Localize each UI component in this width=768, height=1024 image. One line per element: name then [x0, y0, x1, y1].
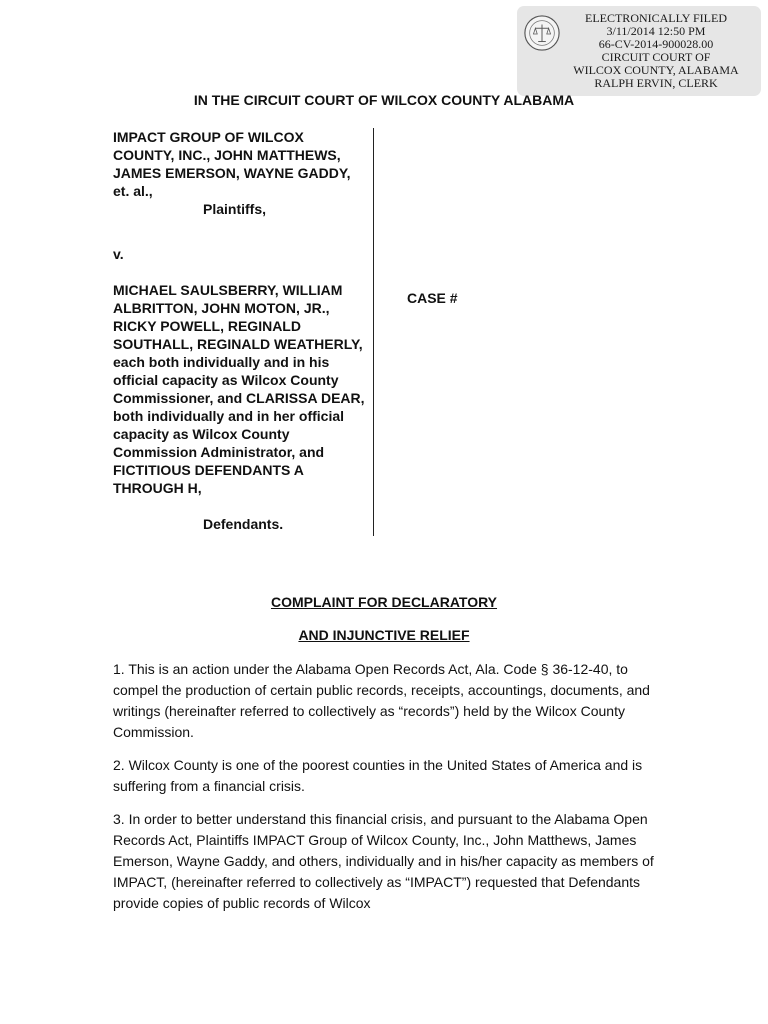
document-title-line2: AND INJUNCTIVE RELIEF	[298, 627, 470, 643]
stamp-text	[551, 12, 761, 90]
caption-divider	[373, 128, 374, 536]
stamp-line: WILCOX COUNTY, ALABAMA	[573, 63, 739, 77]
stamp-line: ELECTRONICALLY FILED	[584, 11, 727, 25]
defendants-label: Defendants.	[203, 516, 284, 532]
stamp-line: 3/11/2014 12:50 PM	[606, 24, 706, 38]
stamp-line: 66-CV-2014-900028.00	[598, 37, 714, 51]
plaintiffs-label: Plaintiffs,	[203, 201, 267, 217]
case-number-label: CASE #	[407, 290, 458, 306]
paragraph-3: 3. In order to better understand this financial crisis, and pursuant to the Alabama Open Records Act, Plaintiffs IMPACT Group of Wilcox County, Inc., John Matthews, James Emerson, Wayne Gaddy, and others, individually and in his/her capacity as members of IMPACT, (hereinafter referred to collectively as “IMPACT”) requested that Defendants provide copies of public records of Wilcox	[113, 811, 654, 911]
paragraph-2: 2. Wilcox County is one of the poorest counties in the United States of America and is suffering from a financial crisis.	[113, 757, 643, 794]
stamp-line: CIRCUIT COURT OF	[601, 50, 711, 64]
paragraph-1: 1. This is an action under the Alabama Open Records Act, Ala. Code § 36-12-40, to compel the production of certain public records, receipts, accountings, documents, and writings (hereinafter referred to collectively as “records”) held by the Wilcox County Commission.	[113, 661, 650, 740]
electronic-filing-stamp	[517, 6, 761, 96]
plaintiffs-names: IMPACT GROUP OF WILCOX COUNTY, INC., JOHN MATTHEWS, JAMES EMERSON, WAYNE GADDY, et. al.,	[113, 129, 351, 199]
case-caption	[113, 128, 369, 533]
defendants-names: MICHAEL SAULSBERRY, WILLIAM ALBRITTON, JOHN MOTON, JR., RICKY POWELL, REGINALD SOUTHALL, REGINALD WEATHERLY, each both individually and in his official capacity as Wilcox County Commissioner, and CLARISSA DEAR, both individually and in her official capacity as Wilcox County Commission Administrator, and FICTITIOUS DEFENDANTS A THROUGH H,	[113, 282, 365, 496]
court-title: IN THE CIRCUIT COURT OF WILCOX COUNTY ALABAMA	[193, 92, 575, 108]
versus-label: v.	[113, 246, 124, 262]
stamp-line: RALPH ERVIN, CLERK	[594, 76, 718, 90]
document-title-line1: COMPLAINT FOR DECLARATORY	[270, 594, 498, 610]
complaint-body	[113, 659, 673, 926]
